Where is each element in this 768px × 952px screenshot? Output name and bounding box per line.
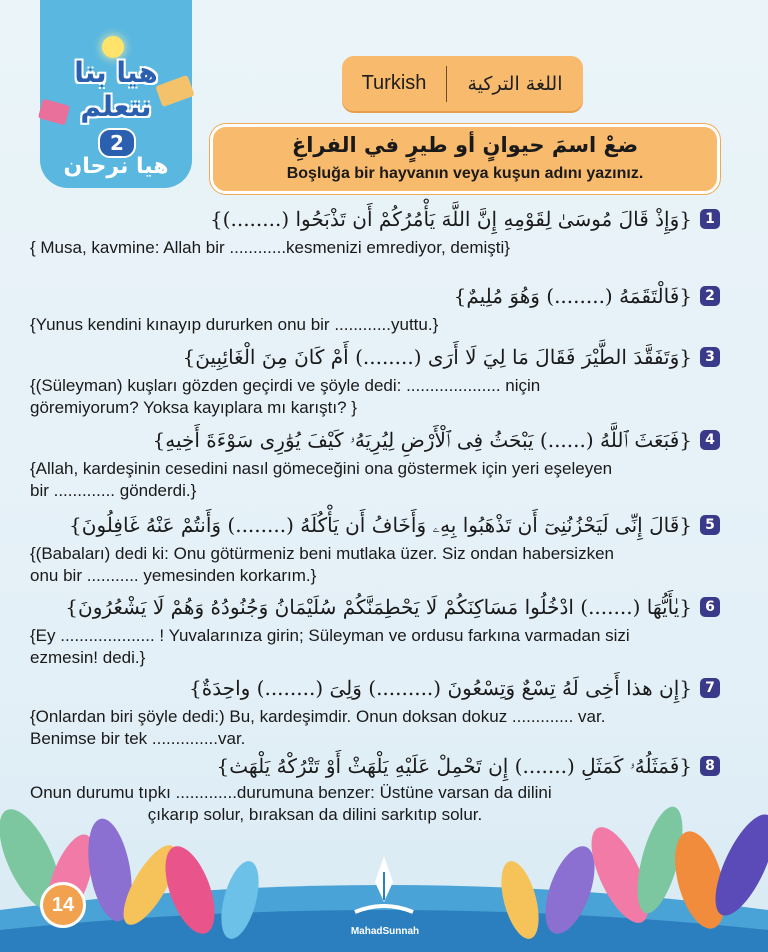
translation-line: ezmesin! dedi.} [30,648,146,667]
translation-line: Onun durumu tıpkı .............durumuna benzer: Üstüne varsan da dilini [30,783,552,802]
question-arabic [30,428,720,452]
question-6 [30,595,720,669]
logo-brand: هيا نرحان [63,154,169,179]
question-1 [30,207,720,259]
translation-line: {Ey .................... ! Yuvalarınıza girin; Süleyman ve ordusu farkına varmadan sizi [30,626,630,645]
question-translation [30,706,720,750]
translation-line: {(Babaları) dedi ki: Onu götürmeniz beni mutlaka üzer. Siz ondan habersizken [30,544,614,563]
question-number-badge: 8 [700,756,720,776]
question-7 [30,676,720,750]
question-arabic [30,284,720,308]
question-number-badge: 2 [700,286,720,306]
question-number-badge: 6 [700,597,720,617]
page-number: 14 [40,882,86,928]
question-translation [30,543,720,587]
question-translation [30,458,720,502]
translation-line: {Yunus kendini kınayıp dururken onu bir ............yuttu.} [30,315,439,334]
instruction-arabic: ضعْ اسمَ حيوانٍ أو طيرٍ في الفراغِ [291,133,639,157]
translation-line: Benimse bir tek ..............var. [30,729,246,748]
translation-line: göremiyorum? Yoksa kayıplara mı karıştı? } [30,398,357,417]
instruction-banner [210,124,720,194]
question-number-badge: 5 [700,515,720,535]
verse-text: {يٰأَيُّهَا (.......) ادْخُلُوا مَسَاكِنَكُمْ لَا يَحْطِمَنَّكُمْ سُلَيْمَانُ وَجُنُودُهُ وَهُمْ لَا يَشْعُرُونَ} [65,595,692,619]
series-logo [40,0,192,188]
question-number-badge: 1 [700,209,720,229]
instruction-turkish: Boşluğa bir hayvanın veya kuşun adını yazınız. [286,165,644,182]
publisher-pen-icon [345,852,423,936]
question-arabic [30,345,720,369]
question-arabic [30,676,720,700]
translation-line: çıkarıp solur, bıraksan da dilini sarkıtıp solur. [147,805,483,824]
verse-text: {وَتَفَقَّدَ الطَّيْرَ فَقَالَ مَا لِيَ لَا أَرَى (........) أَمْ كَانَ مِنَ الْغَائِبِينَ} [182,345,692,369]
translation-line: {(Süleyman) kuşları gözden geçirdi ve şöyle dedi: .................... niçin [30,376,541,395]
translation-line: { Musa, kavmine: Allah bir ............kesmenizi emrediyor, demişti} [30,238,510,257]
translation-line: onu bir ........... yemesinden korkarım.} [30,566,317,585]
question-translation [30,314,720,336]
question-arabic [30,595,720,619]
publisher-name: MahadSunnah [350,926,420,937]
question-number-badge: 4 [700,430,720,450]
question-3 [30,345,720,419]
logo-title-line1: هيا بنا [74,56,158,89]
question-arabic [30,513,720,537]
verse-text: {فَبَعَثَ ٱللَّهُ (......) يَبْحَثُ فِى ٱلْأَرْضِ لِيُرِيَهُۥ كَيْفَ يُوَٰرِى سَوْءَةَ أَخِيهِ} [152,428,692,452]
question-5 [30,513,720,587]
translation-line: {Allah, kardeşinin cesedini nasıl gömeceğini ona göstermek için yeri eşeleyen [30,459,613,478]
question-2 [30,284,720,336]
language-arabic: اللغة التركية [467,72,563,95]
translation-line: bir ............. gönderdi.} [30,481,197,500]
verse-text: {إِن هذا أَخِى لَهُ تِسْعٌ وَتِسْعُونَ (.........) وَلِىَ (........) واحِدَةٌ} [189,676,692,700]
verse-text: {وَإِذْ قَالَ مُوسَىٰ لِقَوْمِهِ إِنَّ اللَّهَ يَأْمُرُكُمْ أَن تَذْبَحُوا (........)} [209,207,692,231]
logo-title-line2: نتعلم [80,90,152,123]
language-english: Turkish [361,72,427,94]
lightbulb-icon [102,36,124,58]
question-translation [30,237,720,259]
translation-line: {Onlardan biri şöyle dedi:) Bu, kardeşimdir. Onun doksan dokuz ............. var. [30,707,606,726]
question-translation [30,375,720,419]
logo-level-badge: 2 [98,128,136,158]
verse-text: {قَالَ إِنِّى لَيَحْزُنُنِىٓ أَن تَذْهَبُوا بِهِۦ وَأَخَافُ أَن يَأْكُلَهُ (........) وَأَنتُمْ عَنْهُ غَافِلُونَ} [69,513,692,537]
verse-text: {فَمَثَلُهُۥ كَمَثَلِ (.......) إِن تَحْمِلْ عَلَيْهِ يَلْهَثْ أَوْ تَتْرُكْهُ يَلْهَث} [216,754,692,778]
question-arabic [30,754,720,778]
question-translation [30,625,720,669]
language-label [342,56,583,111]
question-arabic [30,207,720,231]
verse-text: {فَالْتَقَمَهُ (........) وَهُوَ مُلِيمٌ} [453,284,692,308]
question-4 [30,428,720,502]
question-number-badge: 7 [700,678,720,698]
question-number-badge: 3 [700,347,720,367]
